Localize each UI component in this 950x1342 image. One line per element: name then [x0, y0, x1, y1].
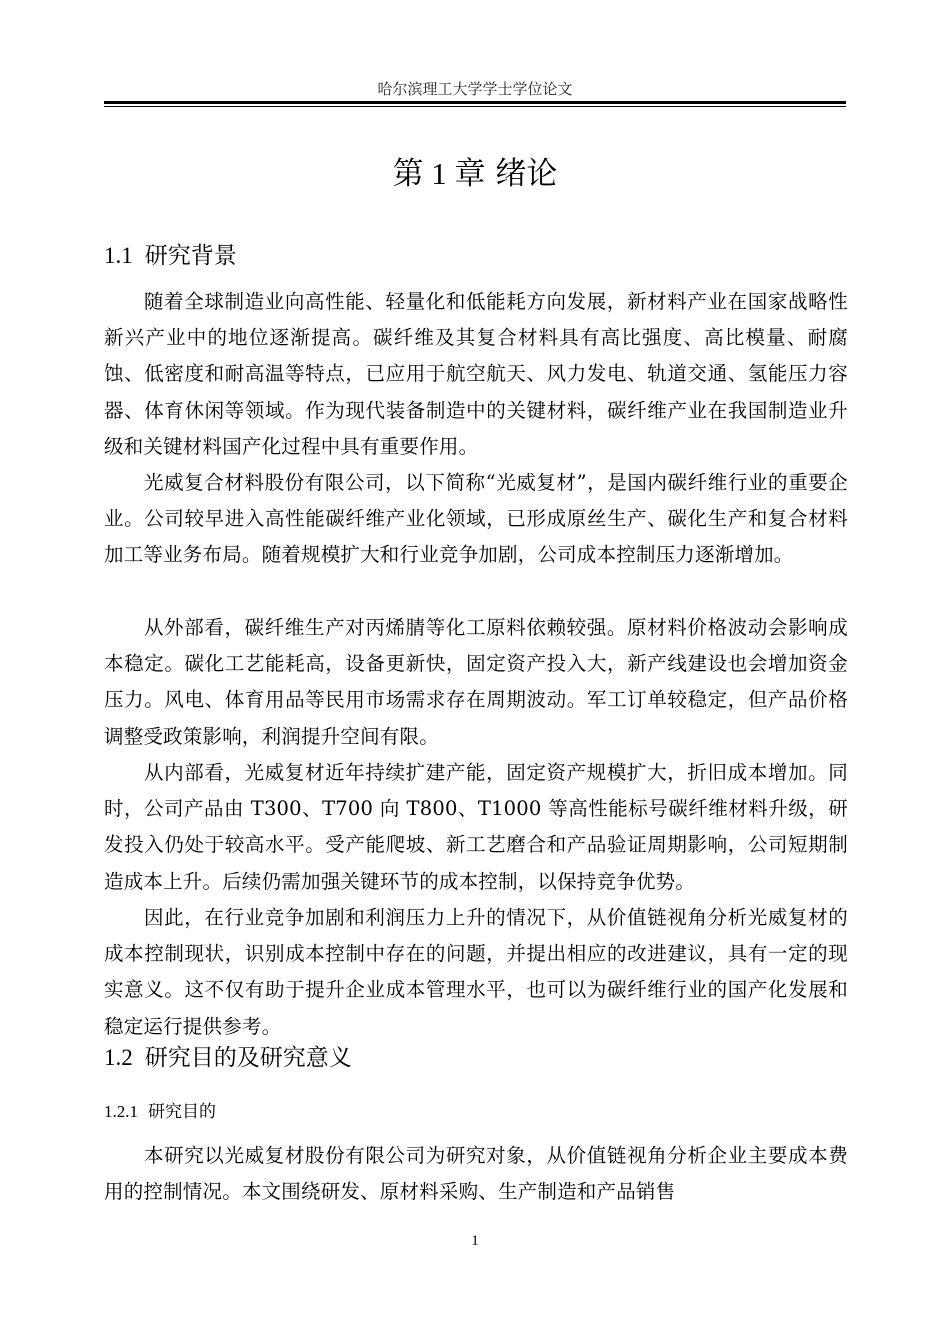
section-heading-1-1 — [104, 240, 846, 272]
running-header: 哈尔滨理工大学学士学位论文 — [377, 80, 573, 98]
header-rule-thin — [104, 106, 846, 107]
section-title: 研究背景 — [144, 243, 237, 269]
subsection-number: 1.2.1 — [104, 1102, 138, 1121]
subsection-title: 研究目的 — [148, 1102, 216, 1122]
page-number: 1 — [471, 1233, 479, 1249]
paragraph-background-5: 因此，在行业竞争加剧和利润压力上升的情况下，从价值链视角分析光威复材的成本控制现状，识别成本控制中存在的问题，并提出相应的改进建议，具有一定的现实意义。这不仅有助于提升企业成本管理水平，也可以为碳纤维行业的国产化发展和稳定运行提供参考。 — [104, 906, 848, 1038]
chapter-number: 第 1 章 — [392, 156, 486, 191]
chapter-title — [104, 152, 846, 196]
subsection-heading-1-2-1 — [104, 1099, 846, 1125]
paragraph-purpose-1: 本研究以光威复材股份有限公司为研究对象，从价值链视角分析企业主要成本费用的控制情况。本文围绕研发、原材料采购、生产制造和产品销售 — [104, 1144, 848, 1204]
section-number: 1.1 — [104, 243, 133, 268]
section-title: 研究目的及研究意义 — [144, 1045, 352, 1071]
paragraph-background-4: 从内部看，光威复材近年持续扩建产能，固定资产规模扩大，折旧成本增加。同时，公司产品由 T300、T700 向 T800、T1000 等高性能标号碳纤维材料升级，研发投入仍处于较高水平。受产能爬坡、新工艺磨合和产品验证周期影响，公司短期制造成本上升。后续仍需加强关键环节的成本控制，以保持竞争优势。 — [104, 761, 848, 893]
section-heading-1-2 — [104, 1042, 846, 1074]
paragraph-background-1: 随着全球制造业向高性能、轻量化和低能耗方向发展，新材料产业在国家战略性新兴产业中的地位逐渐提高。碳纤维及其复合材料具有高比强度、高比模量、耐腐蚀、低密度和耐高温等特点，已应用于航空航天、风力发电、轨道交通、氢能压力容器、体育休闲等领域。作为现代装备制造中的关键材料，碳纤维产业在我国制造业升级和关键材料国产化过程中具有重要作用。 — [104, 290, 848, 458]
section-number: 1.2 — [104, 1045, 133, 1070]
paragraph-background-2: 光威复合材料股份有限公司，以下简称“光威复材”，是国内碳纤维行业的重要企业。公司较早进入高性能碳纤维产业化领域，已形成原丝生产、碳化生产和复合材料加工等业务布局。随着规模扩大和行业竞争加剧，公司成本控制压力逐渐增加。 — [104, 471, 848, 567]
header-rule-thick — [104, 101, 846, 104]
chapter-title-text: 绪论 — [495, 156, 558, 192]
paragraph-background-3: 从外部看，碳纤维生产对丙烯腈等化工原料依赖较强。原材料价格波动会影响成本稳定。碳化工艺能耗高，设备更新快，固定资产投入大，新产线建设也会增加资金压力。风电、体育用品等民用市场需求存在周期波动。军工订单较稳定，但产品价格调整受政策影响，利润提升空间有限。 — [104, 616, 848, 748]
